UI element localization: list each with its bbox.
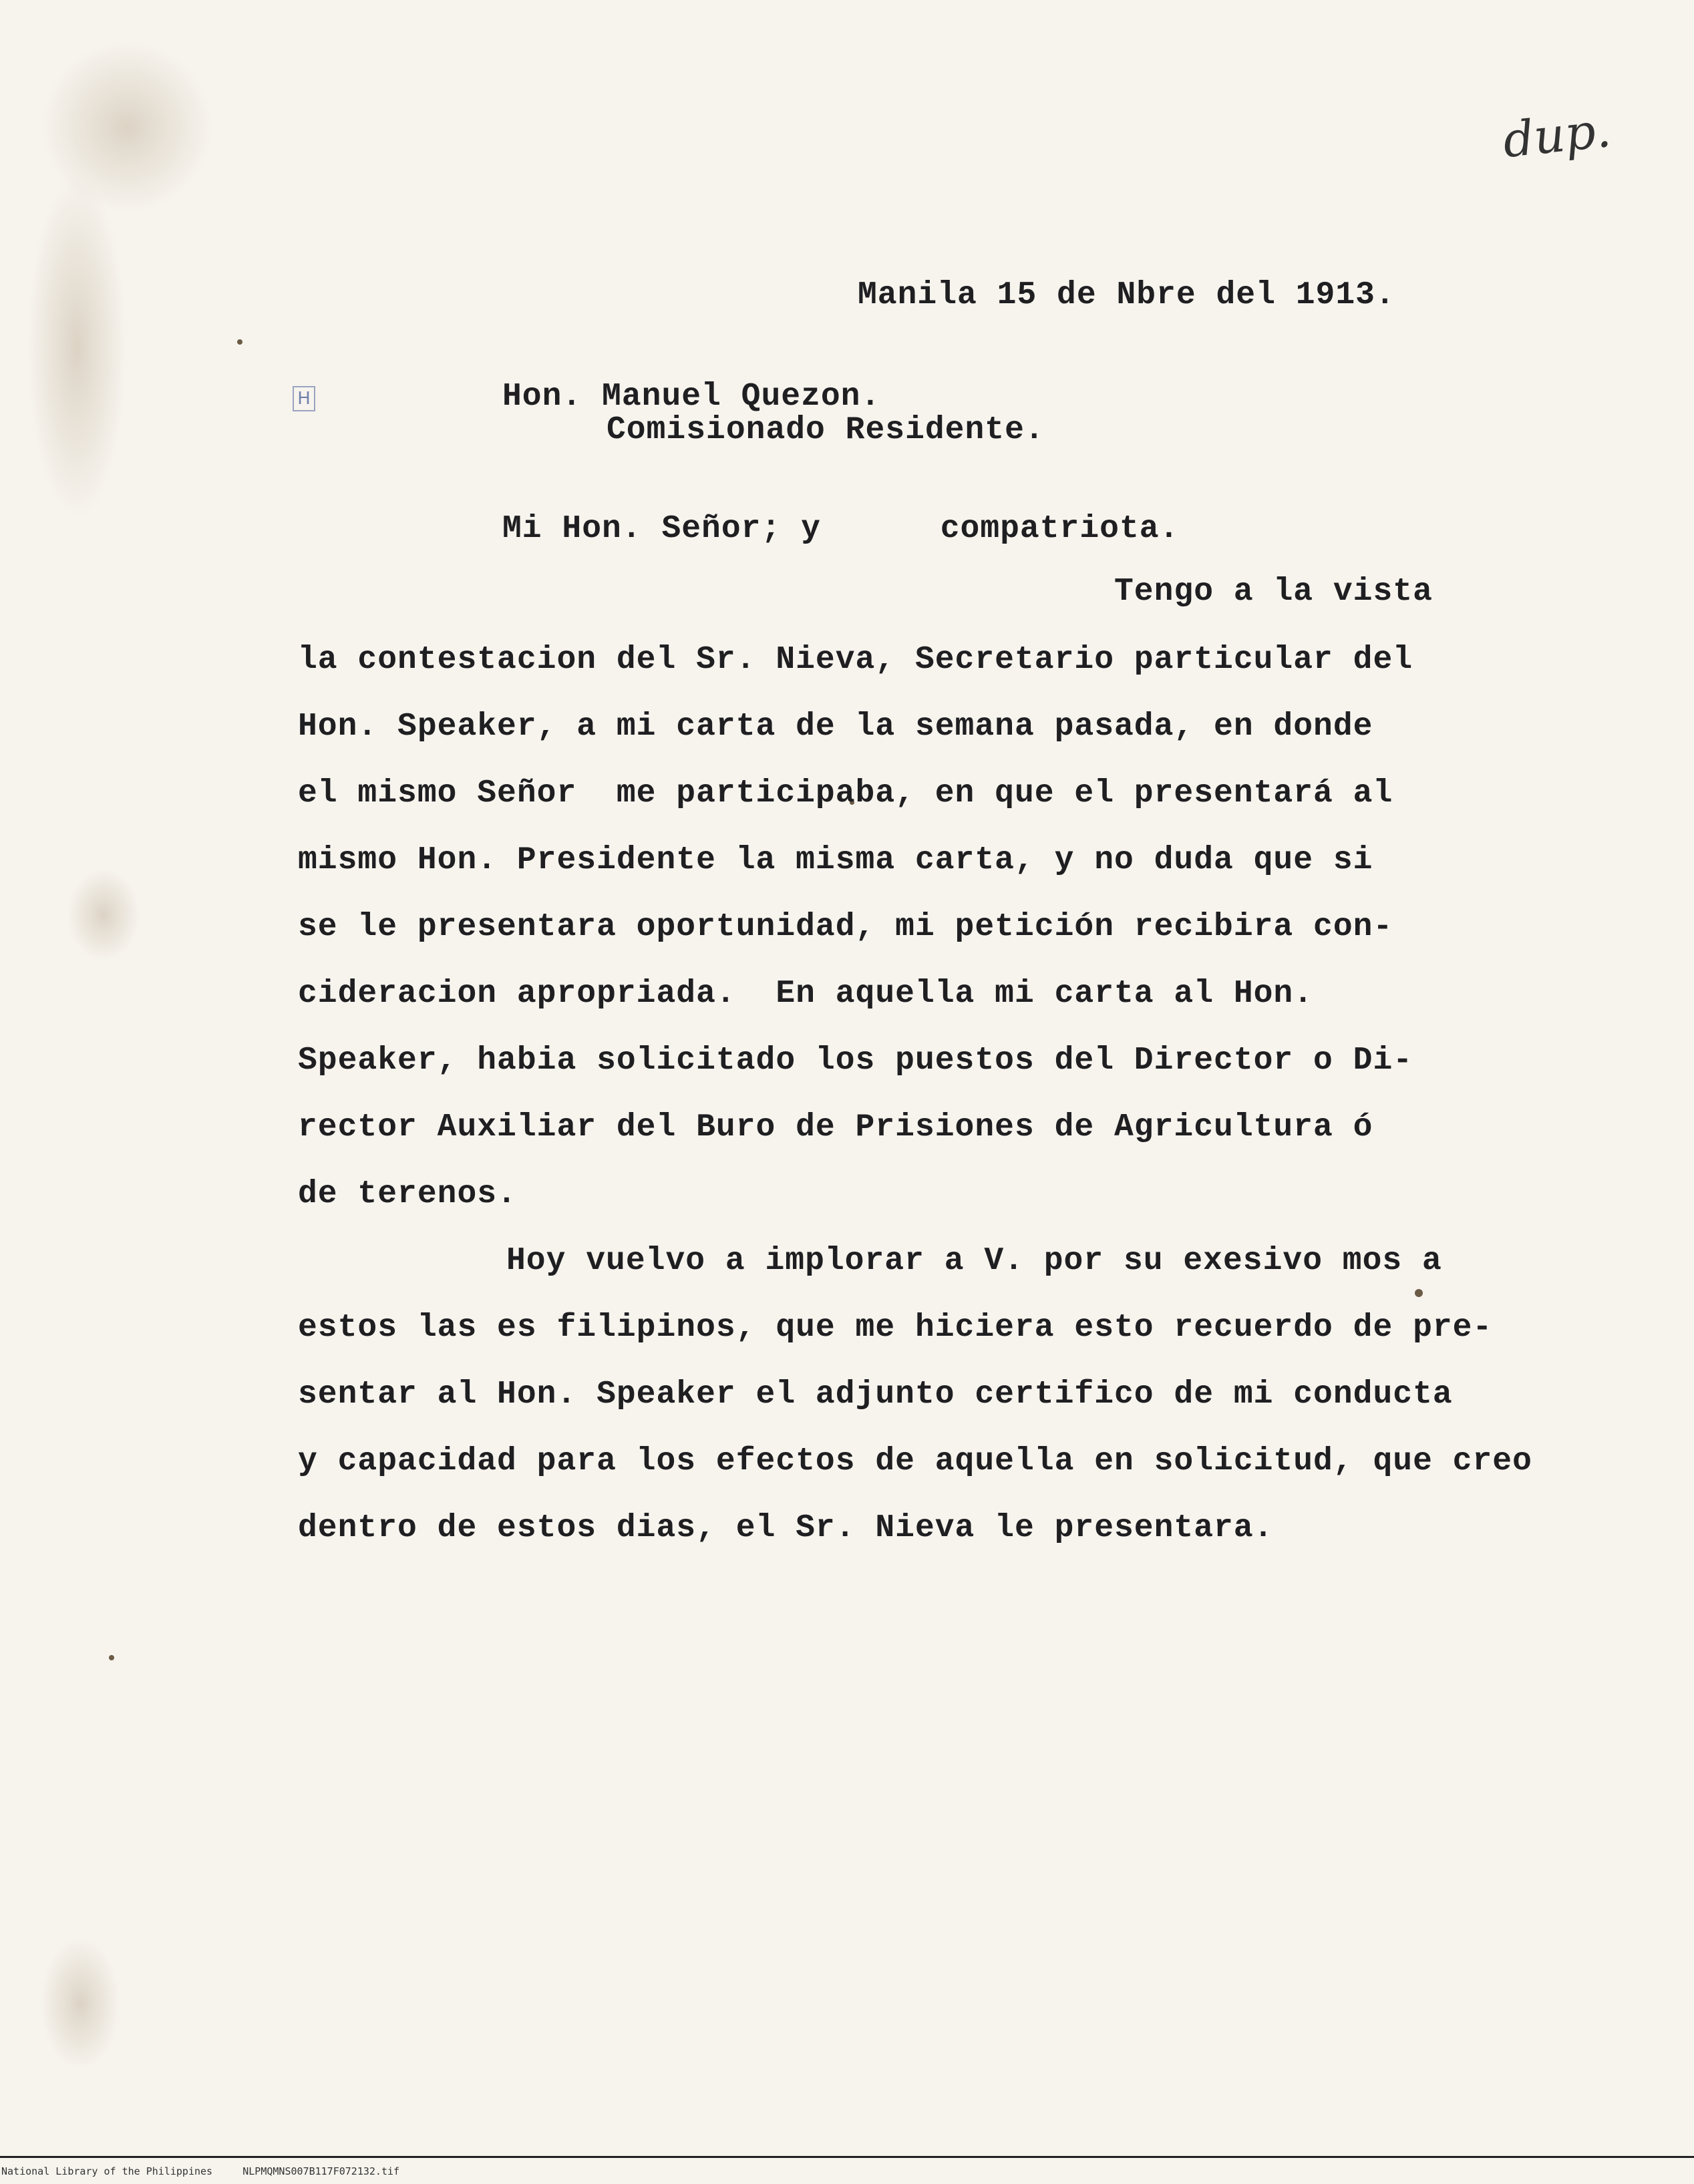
body-line: cideracion apropriada. En aquella mi carta al Hon. xyxy=(298,976,1314,1012)
body-line: mismo Hon. Presidente la misma carta, y no duda que si xyxy=(298,842,1373,878)
paper-stain xyxy=(27,174,127,521)
paper-stain xyxy=(67,868,140,962)
recipient-name: Hon. Manuel Quezon. xyxy=(502,379,881,415)
body-line: estos las es filipinos, que me hiciera esto recuerdo de pre- xyxy=(298,1310,1493,1346)
ink-speck xyxy=(109,1655,114,1660)
salutation: Mi Hon. Señor; y compatriota. xyxy=(502,511,1180,547)
body-line: sentar al Hon. Speaker el adjunto certifico de mi conducta xyxy=(298,1377,1453,1413)
footer-rule xyxy=(0,2156,1694,2158)
body-line: Hoy vuelvo a implorar a V. por su exesivo mos a xyxy=(506,1243,1442,1279)
body-line: se le presentara oportunidad, mi petición recibira con- xyxy=(298,909,1393,945)
date-line: Manila 15 de Nbre del 1913. xyxy=(858,277,1395,313)
body-line: Hon. Speaker, a mi carta de la semana pasada, en donde xyxy=(298,709,1373,745)
body-line: de terenos. xyxy=(298,1176,517,1212)
stamp-marker: H xyxy=(293,386,315,411)
body-line: Speaker, habia solicitado los puestos del Director o Di- xyxy=(298,1043,1413,1079)
body-line: y capacidad para los efectos de aquella en solicitud, que creo xyxy=(298,1443,1532,1479)
paper-stain xyxy=(40,1937,120,2070)
body-line: rector Auxiliar del Buro de Prisiones de Agricultura ó xyxy=(298,1109,1373,1145)
body-line: dentro de estos dias, el Sr. Nieva le presentara. xyxy=(298,1510,1274,1546)
ink-speck xyxy=(1415,1289,1423,1297)
recipient-title: Comisionado Residente. xyxy=(607,412,1045,448)
footer-file-id: NLPMQMNS007B117F072132.tif xyxy=(242,2165,400,2177)
ink-speck xyxy=(237,339,242,345)
body-line: Tengo a la vista xyxy=(1114,574,1433,610)
body-line: la contestacion del Sr. Nieva, Secretario particular del xyxy=(298,642,1413,678)
handwritten-note: dup. xyxy=(1500,101,1614,169)
footer-caption xyxy=(1,2165,399,2177)
body-line: el mismo Señor me participaba, en que el presentará al xyxy=(298,775,1393,811)
footer-library: National Library of the Philippines xyxy=(1,2165,213,2177)
